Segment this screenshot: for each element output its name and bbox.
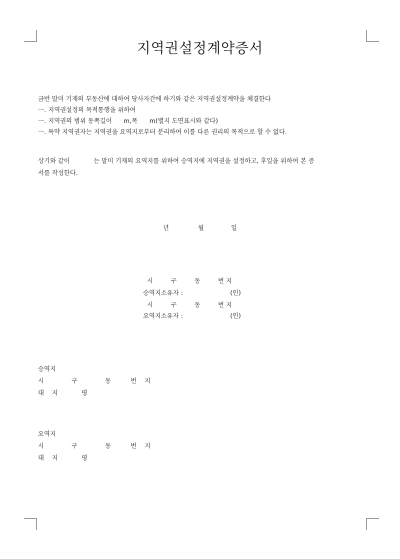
dominant-owner-signature: 요역지소유자 : (인)	[143, 313, 241, 320]
crop-mark-bottom-left-h	[24, 518, 37, 519]
crop-mark-bottom-left-v	[36, 518, 37, 530]
servient-owner-signature: 승역지소유자 : (인)	[143, 290, 241, 297]
crop-mark-bottom-right-h	[366, 518, 379, 519]
servient-land-heading: 승역지	[38, 366, 56, 373]
intro-text: 금반 말미 기재의 부동산에 대하여 당사자간에 하기와 같은 지역권설정계약을 체결한다	[38, 96, 271, 103]
closing-text-line-2: 서를 작성한다.	[38, 170, 78, 177]
dominant-land-address: 시 구 동 번 지	[38, 443, 151, 450]
date-year: 년	[163, 225, 169, 232]
servient-land-address: 시 구 동 번 지	[38, 378, 151, 385]
dominant-land-heading: 요역지	[38, 431, 56, 438]
servient-owner-address: 시 구 동 번 지	[147, 278, 232, 285]
date-day: 일	[231, 225, 237, 232]
date-month: 월	[198, 225, 204, 232]
clause-scope: 一. 지역권의 범위 동쪽길이 m,폭 m(별지 도면표시와 같다)	[38, 118, 218, 125]
servient-land-area: 대 지 평	[38, 390, 88, 397]
dominant-owner-address: 시 구 동 번 지	[147, 302, 232, 309]
clause-special: 一. 특약 지역권자는 지역권을 요역지로부터 분리하여 이를 다른 권리의 목적으로 할 수 없다.	[38, 129, 287, 136]
document-title: 지역권설정계약증서	[136, 41, 264, 57]
clause-purpose: 一. 지역권설정의 목적통행을 위하여	[38, 107, 136, 114]
dominant-land-area: 대 지 평	[38, 455, 88, 462]
closing-text-line-1: 상기와 같이 는 말미 기재의 요역지를 위하여 승역지에 지역권을 설정하고, 후일을 위하여 본 증	[38, 158, 315, 165]
crop-mark-bottom-right-v	[366, 518, 367, 530]
